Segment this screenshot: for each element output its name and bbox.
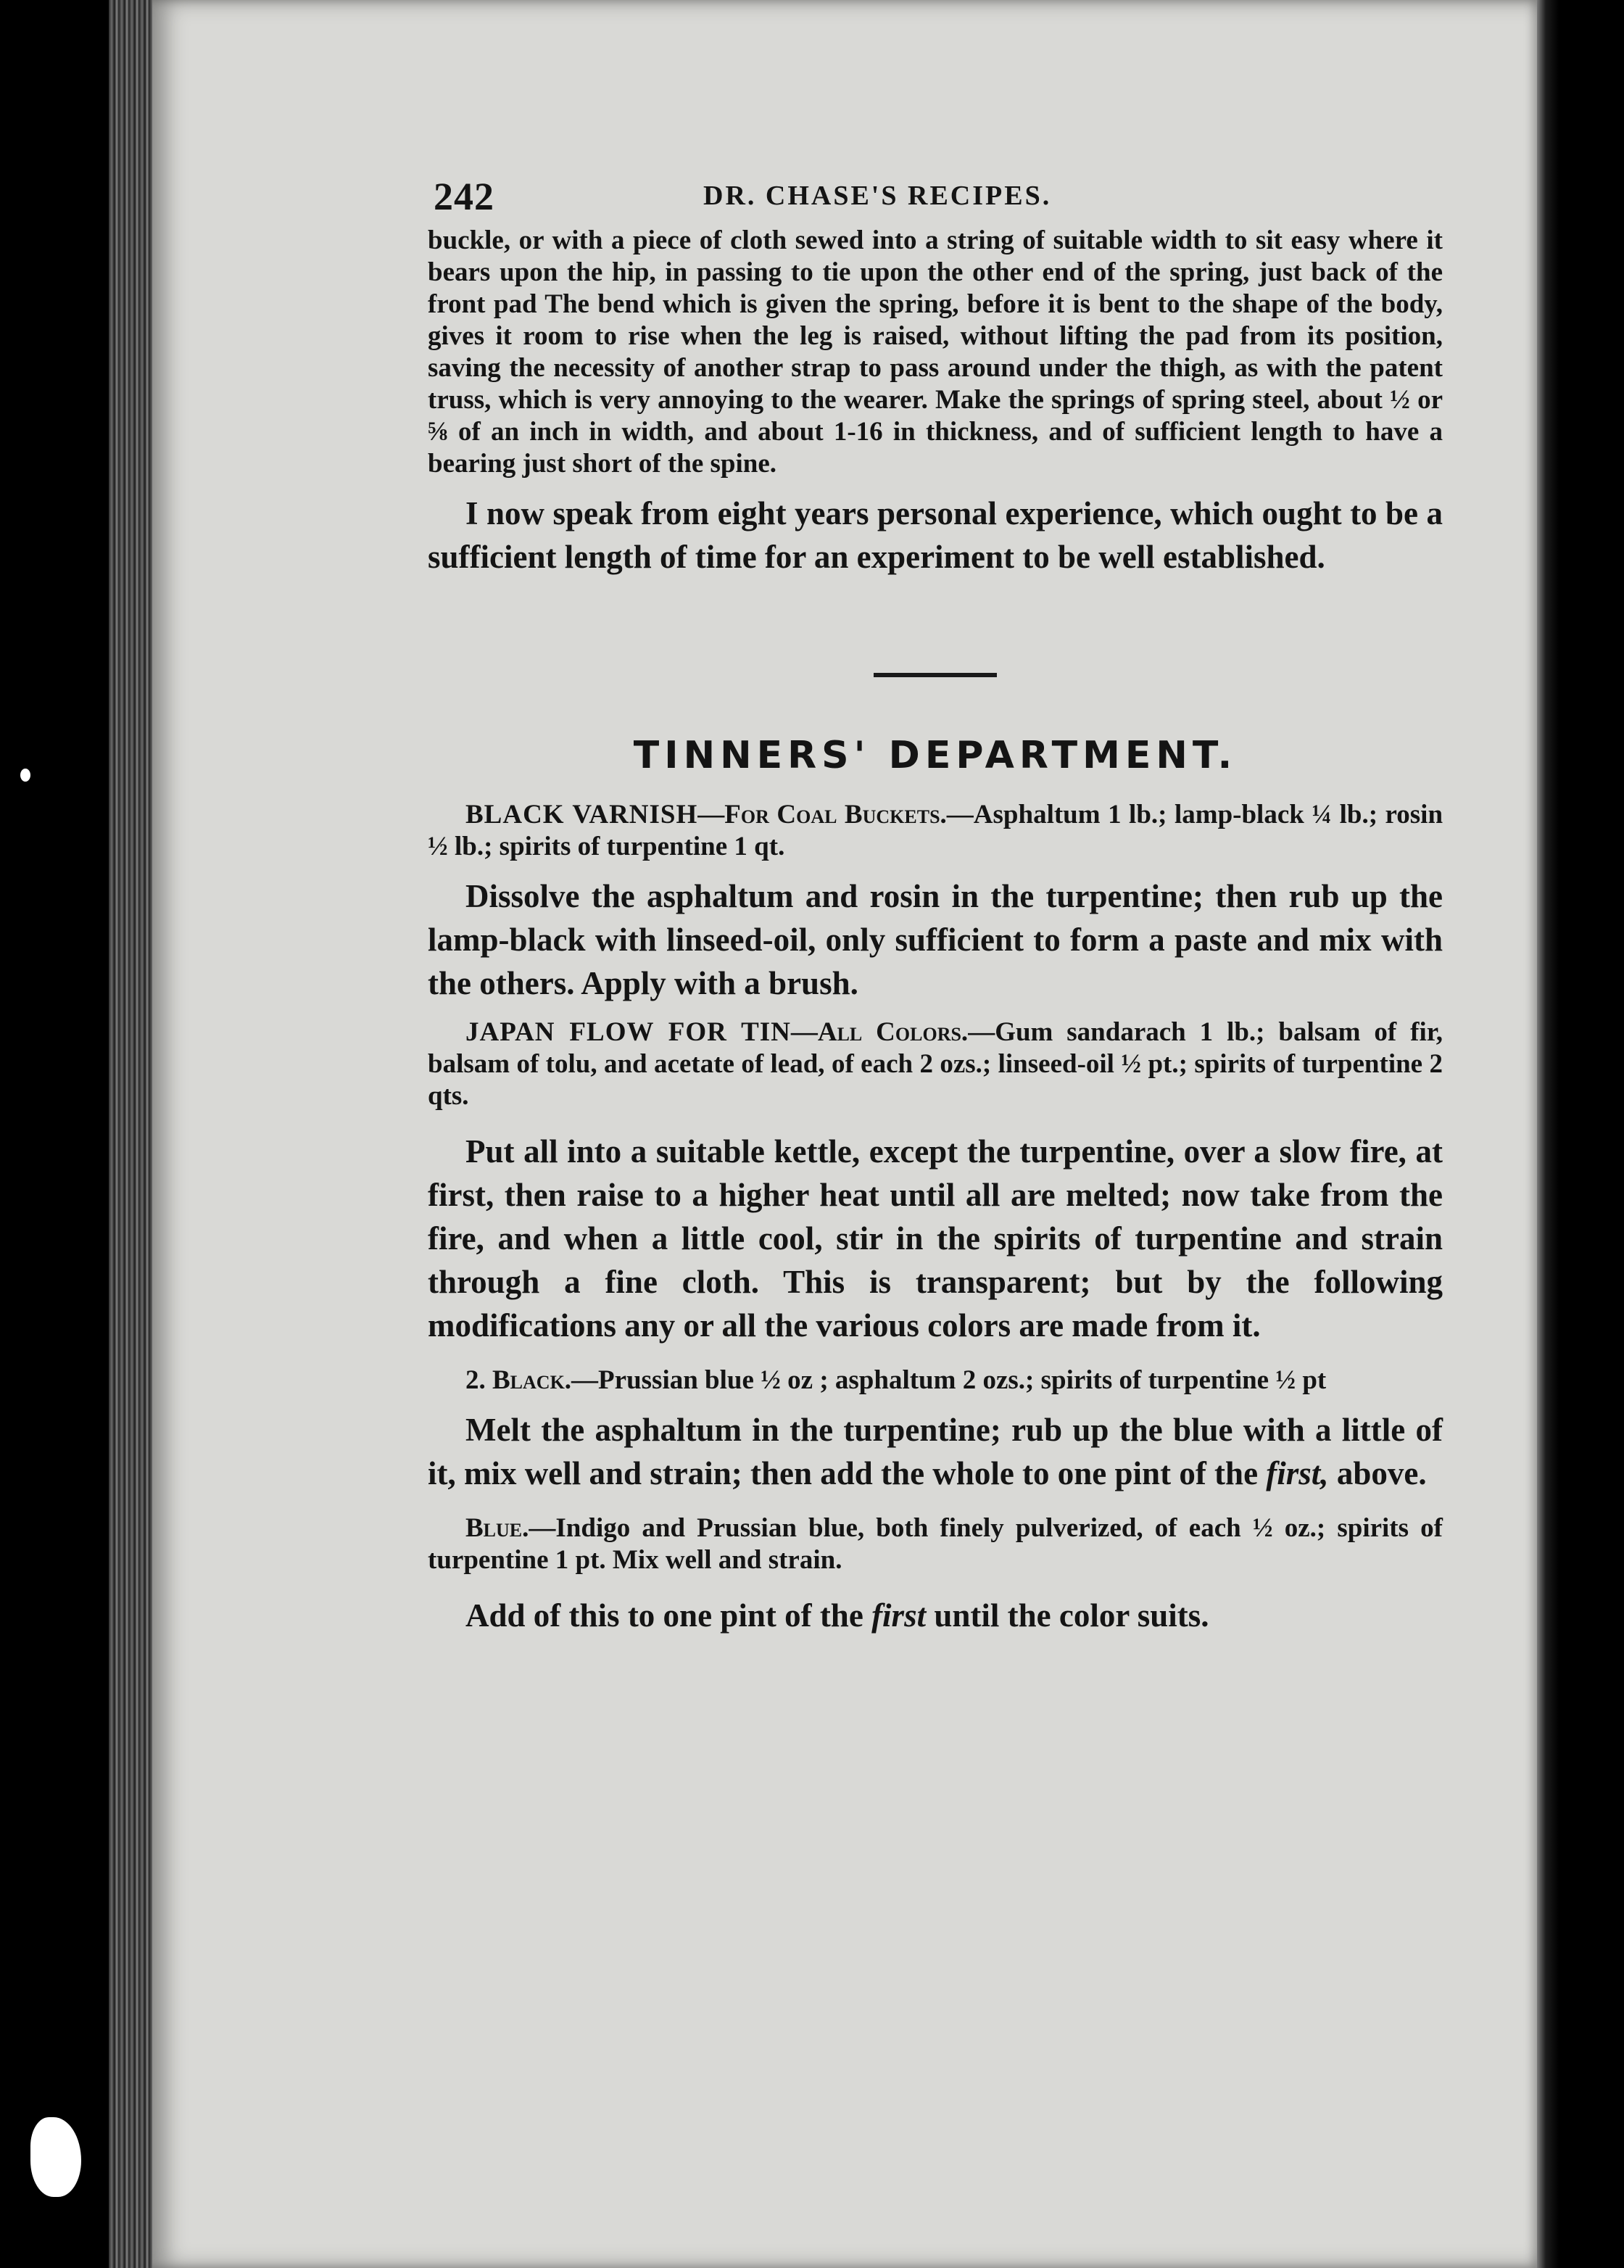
recipe-black: 2. Black.—Prussian blue ½ oz ; asphaltum 2 ozs.; spirits of turpentine ½ pt (465, 1365, 1327, 1395)
section-title: TINNERS' DEPARTMENT. (633, 734, 1238, 777)
book-gutter-shadow (1537, 0, 1559, 2268)
recipe-ingredients: Prussian blue ½ oz ; asphaltum 2 ozs.; spirits of turpentine ½ pt (598, 1365, 1327, 1395)
recipe-ingredients: Asphaltum 1 lb.; lamp-black ¼ lb.; rosin ½ lb.; spirits of turpentine 1 qt. (428, 800, 1443, 861)
scan-speck (30, 2117, 81, 2197)
directions-text: Melt the asphaltum in the turpentine; rub up the blue with a little of it, mix well and strain; then add the whole to one pint of the (428, 1412, 1443, 1491)
recipe-directions: Put all into a suitable kettle, except the turpentine, over a slow fire, at first, then raise to a higher heat until all are melted; now take from the fire, and when a little cool, stir in the spirits of turpentine and strain through a fine cloth. This is transparent; but by the following modifications any or all the various colors are made from it. (428, 1133, 1443, 1344)
running-head (428, 174, 1443, 225)
recipe-name: Blue. (465, 1513, 529, 1543)
experience-paragraph: I now speak from eight years personal experience, which ought to be a sufficient length of time for an experiment to be well established. (428, 495, 1443, 575)
directions-text: above. (1336, 1455, 1427, 1491)
emphasis-text: first (871, 1597, 927, 1634)
running-title: DR. CHASE'S RECIPES. (703, 181, 1052, 211)
recipe-japan-flow: JAPAN FLOW FOR TIN—All Colors.—Gum sandarach 1 lb.; balsam of fir, balsam of tolu, and acetate of lead, of each 2 ozs.; linseed-oil ½ pt.; spirits of turpentine 2 qts. (428, 1017, 1443, 1111)
recipe-ingredients: Gum sandarach 1 lb.; balsam of fir, balsam of tolu, and acetate of lead, of each 2 ozs.; linseed-oil ½ pt.; spirits of turpentine 2 qts. (428, 1017, 1443, 1111)
continuation-paragraph: buckle, or with a piece of cloth sewed into a string of suitable width to sit easy where it bears upon the hip, in passing to tie upon the other end of the spring, just back of the front pad The bend which is given the spring, before it is bent to the shape of the body, gives it room to rise when the leg is raised, without lifting the pad from its position, saving the necessity of another strap to pass around under the thigh, as with the patent truss, which is very annoying to the wearer. Make the springs of spring steel, about ½ or ⅝ of an inch in width, and about 1-16 in thickness, and of sufficient length to have a bearing just short of the spine. (428, 225, 1443, 479)
scan-speck (20, 769, 30, 782)
recipe-directions (428, 1594, 1443, 1637)
recipe-number: 2. (465, 1365, 486, 1395)
recipe-directions (428, 1408, 1443, 1495)
recipe-black-varnish: BLACK VARNISH—For Coal Buckets.—Asphaltum 1 lb.; lamp-black ¼ lb.; rosin ½ lb.; spirits of turpentine 1 qt. (428, 800, 1443, 861)
recipe-blue: Blue.—Indigo and Prussian blue, both finely pulverized, of each ½ oz.; spirits of turpentine 1 pt. Mix well and strain. (428, 1513, 1443, 1575)
emphasis-text: first, (1266, 1455, 1329, 1491)
page-number: 242 (434, 175, 494, 218)
page-content (428, 174, 1443, 1637)
recipe-name: Black. (492, 1365, 572, 1395)
recipe-subtitle: All Colors. (817, 1017, 969, 1047)
recipe-name: BLACK VARNISH (465, 800, 698, 829)
section-divider (874, 673, 997, 677)
book-page-edges (109, 0, 152, 2268)
recipe-subtitle: For Coal Buckets. (724, 800, 947, 829)
directions-text: Add of this to one pint of the (465, 1597, 863, 1634)
recipe-ingredients: Indigo and Prussian blue, both finely pulverized, of each ½ oz.; spirits of turpentine 1 pt. Mix well and strain. (428, 1513, 1443, 1575)
recipe-name: JAPAN FLOW FOR TIN (465, 1017, 791, 1047)
directions-text: until the color suits. (934, 1597, 1209, 1634)
recipe-directions: Dissolve the asphaltum and rosin in the turpentine; then rub up the lamp-black with linseed-oil, only sufficient to form a paste and mix with the others. Apply with a brush. (428, 878, 1443, 1001)
